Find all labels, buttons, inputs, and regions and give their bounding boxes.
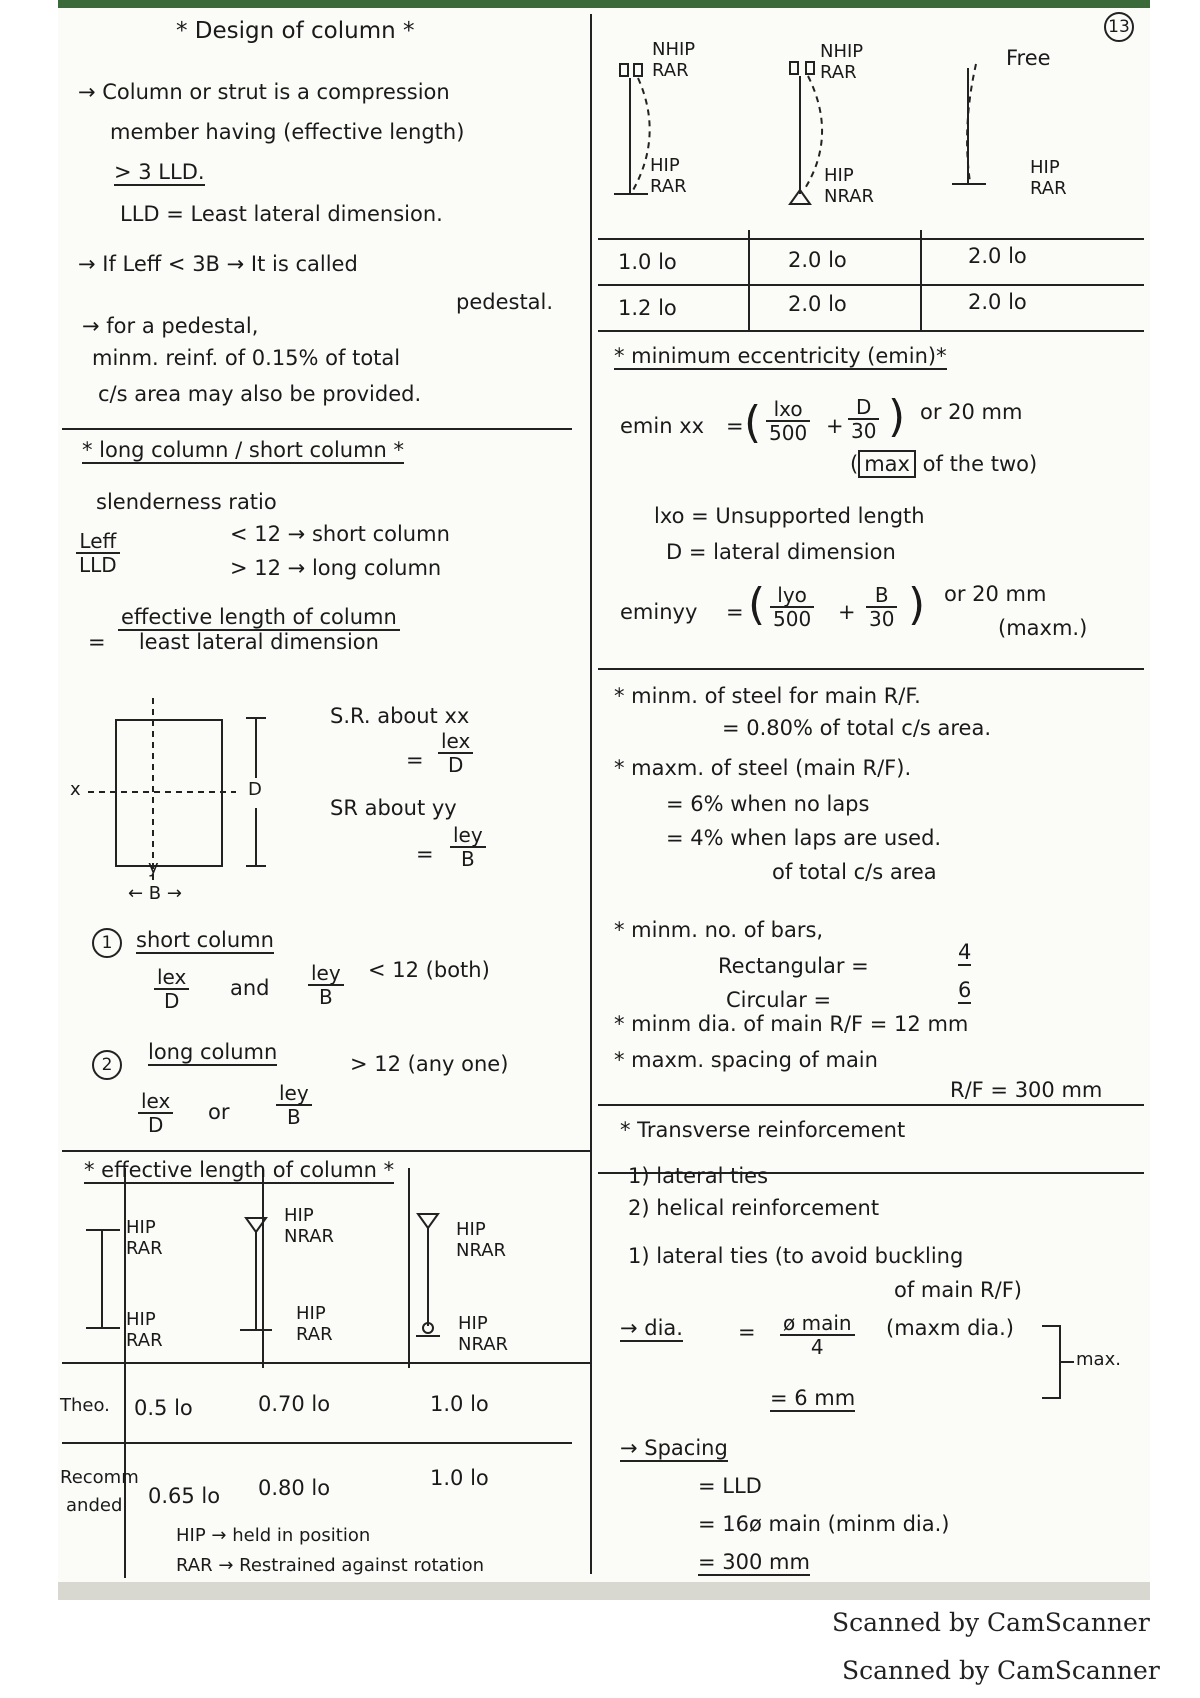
eff-length-heading: * effective length of column * [84, 1158, 394, 1184]
spacing-1: = LLD [698, 1474, 762, 1498]
rt-row2-c1: 1.2 lo [618, 296, 677, 320]
emin-xx-or: or 20 mm [920, 400, 1023, 424]
emin-xx-plus: + [826, 414, 844, 438]
d-definition: D = lateral dimension [666, 540, 896, 564]
dia-max-label: max. [1076, 1349, 1121, 1370]
intro-line-1: → Column or strut is a compression [78, 80, 450, 104]
rt-row1-c3: 2.0 lo [968, 244, 1027, 268]
intro-line-8: minm. reinf. of 0.15% of total [92, 346, 401, 370]
emin-yy-open: ( [748, 579, 766, 630]
intro-line-6: pedestal. [456, 290, 554, 314]
lxo-definition: lxo = Unsupported length [654, 504, 925, 528]
recommended-label-1: Recomm [60, 1467, 139, 1488]
right-divider-1 [598, 668, 1144, 670]
min-bars-line: * minm. no. of bars, [614, 918, 824, 942]
max-steel-line-2: = 6% when no laps [666, 792, 870, 816]
c1-top-support: HIP RAR [126, 1217, 163, 1259]
min-steel-line-1: * minm. of steel for main R/F. [614, 684, 921, 708]
long-short-heading: * long column / short column * [82, 438, 404, 464]
slenderness-label: slenderness ratio [96, 490, 277, 514]
dim-b-label: ← B → [128, 883, 182, 904]
c3-top-support: HIP NRAR [456, 1219, 507, 1261]
left-table-rule-2 [62, 1442, 572, 1444]
max-spacing-line-1: * maxm. spacing of main [614, 1048, 878, 1072]
long-ley-frac: ley B [276, 1082, 312, 1128]
rt-c1-bottom: HIP RAR [650, 155, 687, 197]
c2-top-support: HIP NRAR [284, 1205, 335, 1247]
dim-d-label: D [248, 779, 262, 800]
page-title: * Design of column * [176, 18, 415, 44]
right-table-rule-1 [598, 238, 1144, 240]
dia-note: (maxm dia.) [886, 1316, 1014, 1340]
short-rule: < 12 → short column [230, 522, 450, 546]
long-rule: > 12 → long column [230, 556, 442, 580]
axis-x-label: x [70, 779, 81, 800]
bars-circ-value: 6 [958, 978, 971, 1004]
emin-yy-or: or 20 mm [944, 582, 1047, 606]
leff-over-lld: Leff LLD [76, 530, 120, 576]
transverse-heading: * Transverse reinforcement [620, 1118, 906, 1142]
theo-value-3: 1.0 lo [430, 1392, 489, 1416]
rec-value-1: 0.65 lo [148, 1484, 221, 1508]
long-or: or [208, 1100, 230, 1124]
rt-row2-c2: 2.0 lo [788, 292, 847, 316]
sr-yy-eq: = [416, 842, 434, 866]
right-table-col-2 [920, 230, 922, 330]
theo-value-1: 0.5 lo [134, 1396, 193, 1420]
emin-yy-plus: + [838, 600, 856, 624]
intro-line-5: → If Leff < 3B → It is called [78, 252, 358, 276]
rec-value-3: 1.0 lo [430, 1466, 489, 1490]
dia-label: → dia. [620, 1316, 683, 1342]
short-lex-frac: lex D [154, 966, 189, 1012]
left-table-rule-1 [62, 1362, 590, 1364]
sr-xx-frac: lex D [438, 730, 473, 776]
intro-line-2: member having (effective length) [110, 120, 465, 144]
sr-xx-eq: = [406, 748, 424, 772]
emin-yy-label: eminyy [620, 600, 698, 624]
rec-value-2: 0.80 lo [258, 1476, 331, 1500]
rt-row1-c2: 2.0 lo [788, 248, 847, 272]
min-dia-line: * minm dia. of main R/F = 12 mm [614, 1012, 969, 1036]
theo-label: Theo. [60, 1395, 110, 1416]
page-number: 13 [1104, 12, 1134, 42]
right-divider-2 [598, 1104, 1144, 1106]
sr-xx-label: S.R. about xx [330, 704, 470, 728]
long-condition: > 12 (any one) [350, 1052, 509, 1076]
theo-value-2: 0.70 lo [258, 1392, 331, 1416]
left-divider-1 [62, 428, 572, 430]
dia-eq: = [738, 1320, 756, 1344]
lyo-500-frac: lyo 500 [770, 584, 814, 630]
bars-circ-label: Circular = [726, 988, 832, 1012]
dia-frac: ø main 4 [780, 1312, 855, 1358]
transverse-item-2: 2) helical reinforcement [628, 1196, 880, 1220]
note-hip: HIP → held in position [176, 1525, 371, 1546]
axis-y-label: y [148, 857, 159, 878]
c1-bottom-support: HIP RAR [126, 1309, 163, 1351]
c3-bottom-support: HIP NRAR [458, 1313, 509, 1355]
rt-row2-c3: 2.0 lo [968, 290, 1027, 314]
emin-yy-max: (maxm.) [998, 616, 1088, 640]
long-col-num: 2 [92, 1050, 122, 1080]
short-and: and [230, 976, 270, 1000]
max-steel-line-1: * maxm. of steel (main R/F). [614, 756, 912, 780]
left-divider-2 [62, 1150, 590, 1152]
sr-yy-frac: ley B [450, 824, 486, 870]
lateral-ties-line-2: of main R/F) [894, 1278, 1022, 1302]
right-table-rule-3 [598, 330, 1144, 332]
short-condition: < 12 (both) [368, 958, 490, 982]
emin-xx-open: ( [744, 397, 762, 448]
rt-c2-top: NHIP RAR [820, 41, 864, 83]
column-section-sketch [58, 690, 578, 910]
c2-bottom-support: HIP RAR [296, 1303, 333, 1345]
d-30-frac: $\frac{D}{30}$ [848, 396, 879, 442]
bars-rect-value: 4 [958, 940, 971, 966]
spacing-label: → Spacing [620, 1436, 728, 1462]
lxo-500-frac: lxo 500 [766, 398, 810, 444]
spacing-3: = 300 mm [698, 1550, 810, 1576]
rt-c3-top: Free [1006, 46, 1051, 70]
dia-bracket [1038, 1322, 1078, 1402]
emin-yy-close: ) [908, 579, 926, 630]
slenderness-definition: effective length of column least lateral dimension [118, 606, 400, 654]
rt-c1-top: NHIP RAR [652, 39, 696, 81]
emin-yy-eq: = [726, 600, 744, 624]
note-rar: RAR → Restrained against rotation [176, 1555, 485, 1576]
emin-max-note: ( max of the two) [850, 452, 1038, 476]
short-col-label: short column [136, 928, 274, 954]
scan-bottom-edge [58, 1582, 1150, 1600]
right-table-rule-2 [598, 284, 1144, 286]
dia-6mm: = 6 mm [770, 1386, 855, 1412]
ecc-heading: * minimum eccentricity (emin)* [614, 344, 947, 370]
short-col-num: 1 [92, 928, 122, 958]
center-divider [590, 14, 592, 1574]
emin-xx-close: ) [888, 391, 906, 442]
min-steel-line-2: = 0.80% of total c/s area. [722, 716, 992, 740]
bars-rect-label: Rectangular = [718, 954, 869, 978]
scanner-watermark-1: Scanned by CamScanner [832, 1608, 1150, 1637]
rt-c2-bottom: HIP NRAR [824, 165, 875, 207]
intro-line-7: → for a pedestal, [82, 314, 259, 338]
sr-yy-label: SR about yy [330, 796, 457, 820]
lateral-ties-line-1: 1) lateral ties (to avoid buckling [628, 1244, 964, 1268]
long-col-label: long column [148, 1040, 277, 1066]
emin-xx-eq: = [726, 414, 744, 438]
emin-xx-label: emin xx [620, 414, 705, 438]
right-table-col-1 [748, 230, 750, 330]
spacing-2: = 16ø main (minm dia.) [698, 1512, 950, 1536]
b-30-frac: $\frac{B}{30}$ [866, 584, 897, 630]
rt-c3-bottom: HIP RAR [1030, 157, 1067, 199]
max-steel-line-4: of total c/s area [772, 860, 937, 884]
long-lex-frac: lex D [138, 1090, 173, 1136]
eq-sign: = [88, 630, 106, 654]
short-ley-frac: ley B [308, 962, 344, 1008]
intro-line-3: > 3 LLD. [114, 160, 205, 186]
max-spacing-line-2: R/F = 300 mm [950, 1078, 1103, 1102]
recommended-label-2: anded [66, 1495, 123, 1516]
intro-line-9: c/s area may also be provided. [98, 382, 422, 406]
transverse-item-1: 1) lateral ties [628, 1164, 769, 1188]
scanner-watermark-2: Scanned by CamScanner [842, 1656, 1160, 1685]
rt-row1-c1: 1.0 lo [618, 250, 677, 274]
notes-page [58, 0, 1150, 1600]
max-steel-line-3: = 4% when laps are used. [666, 826, 942, 850]
intro-line-4: LLD = Least lateral dimension. [120, 202, 443, 226]
scan-top-edge [58, 0, 1150, 8]
